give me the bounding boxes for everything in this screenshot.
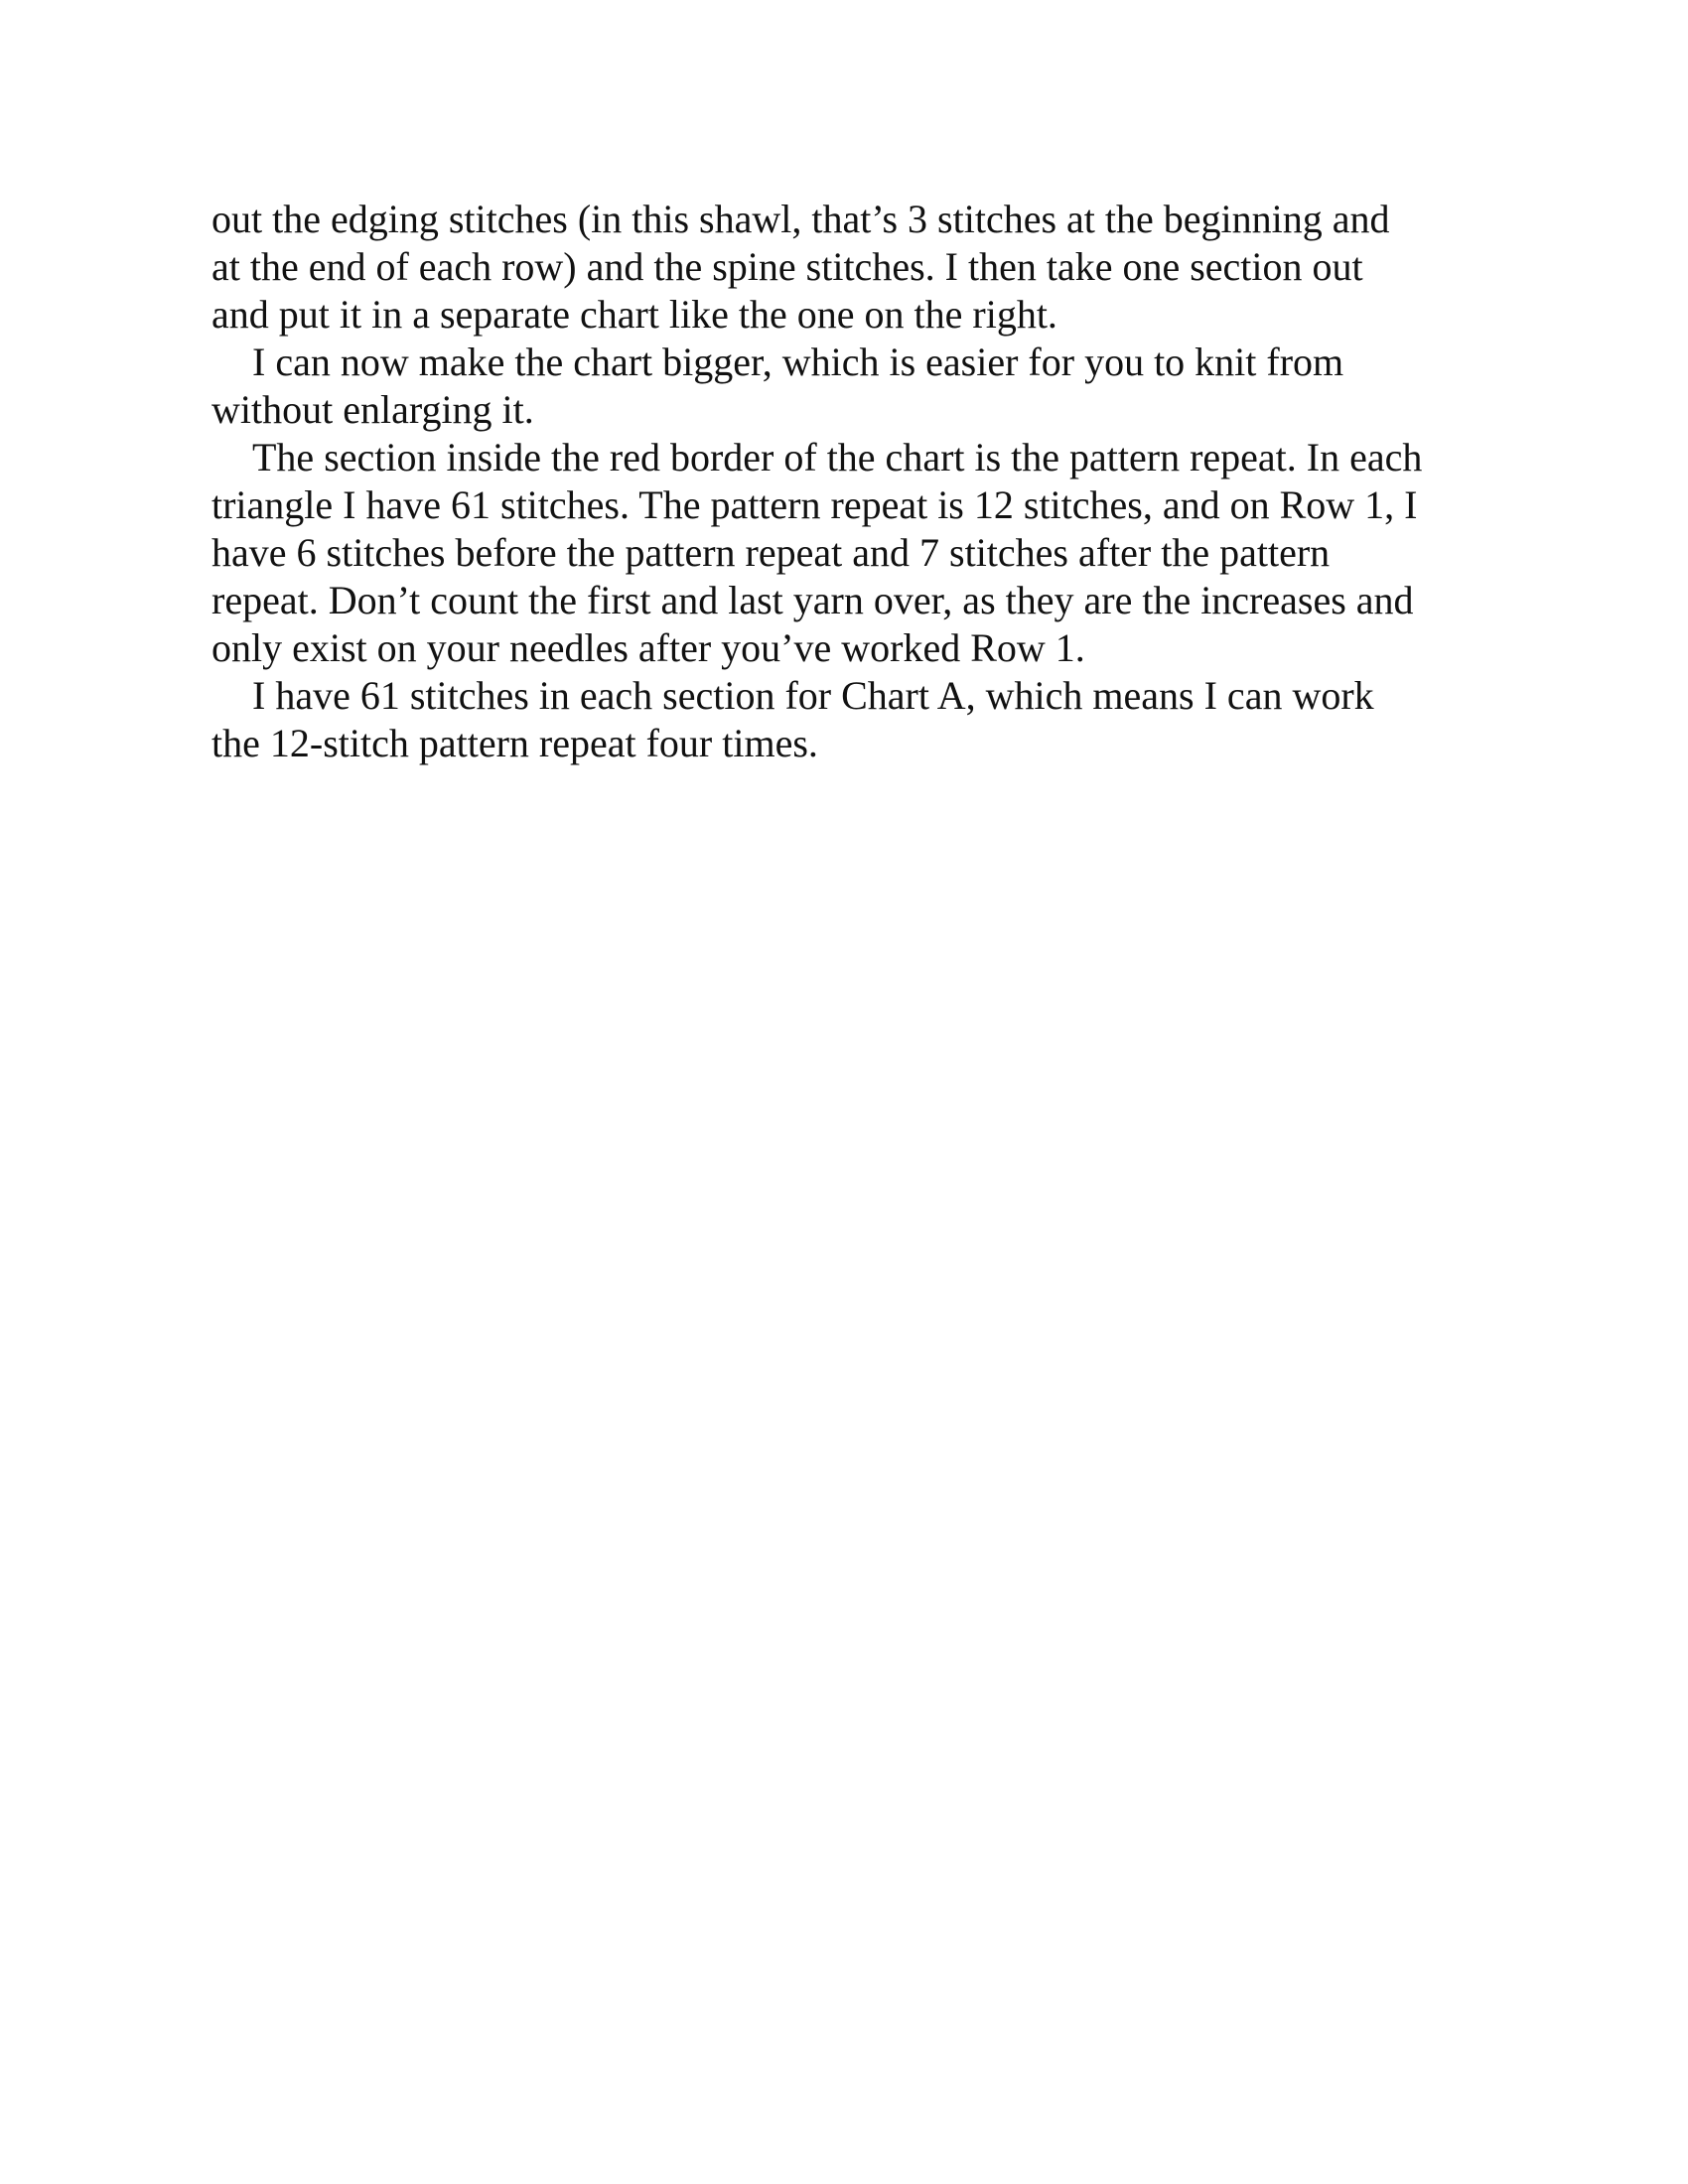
body-text bbox=[211, 196, 1502, 767]
paragraph-4 bbox=[211, 672, 1502, 767]
text-line: I have 61 stitches in each section for Chart A, which means I can work bbox=[252, 673, 1374, 718]
text-line: at the end of each row) and the spine stitches. I then take one section out bbox=[211, 244, 1363, 289]
text-line: have 6 stitches before the pattern repeat and 7 stitches after the pattern bbox=[211, 530, 1331, 575]
text-line: I can now make the chart bigger, which is easier for you to knit from bbox=[252, 340, 1344, 384]
text-line: the 12-stitch pattern repeat four times. bbox=[211, 721, 818, 765]
paragraph-1 bbox=[211, 196, 1502, 339]
text-line: out the edging stitches (in this shawl, that’s 3 stitches at the beginning and bbox=[211, 197, 1390, 241]
paragraph-2 bbox=[211, 339, 1502, 434]
text-line: and put it in a separate chart like the one on the right. bbox=[211, 292, 1057, 337]
text-line: without enlarging it. bbox=[211, 387, 534, 432]
text-line: only exist on your needles after you’ve worked Row 1. bbox=[211, 625, 1085, 670]
text-line: The section inside the red border of the chart is the pattern repeat. In each bbox=[252, 435, 1423, 479]
paragraph-3 bbox=[211, 434, 1502, 672]
text-line: repeat. Don’t count the first and last yarn over, as they are the increases and bbox=[211, 578, 1414, 622]
text-line: triangle I have 61 stitches. The pattern repeat is 12 stitches, and on Row 1, I bbox=[211, 482, 1418, 527]
